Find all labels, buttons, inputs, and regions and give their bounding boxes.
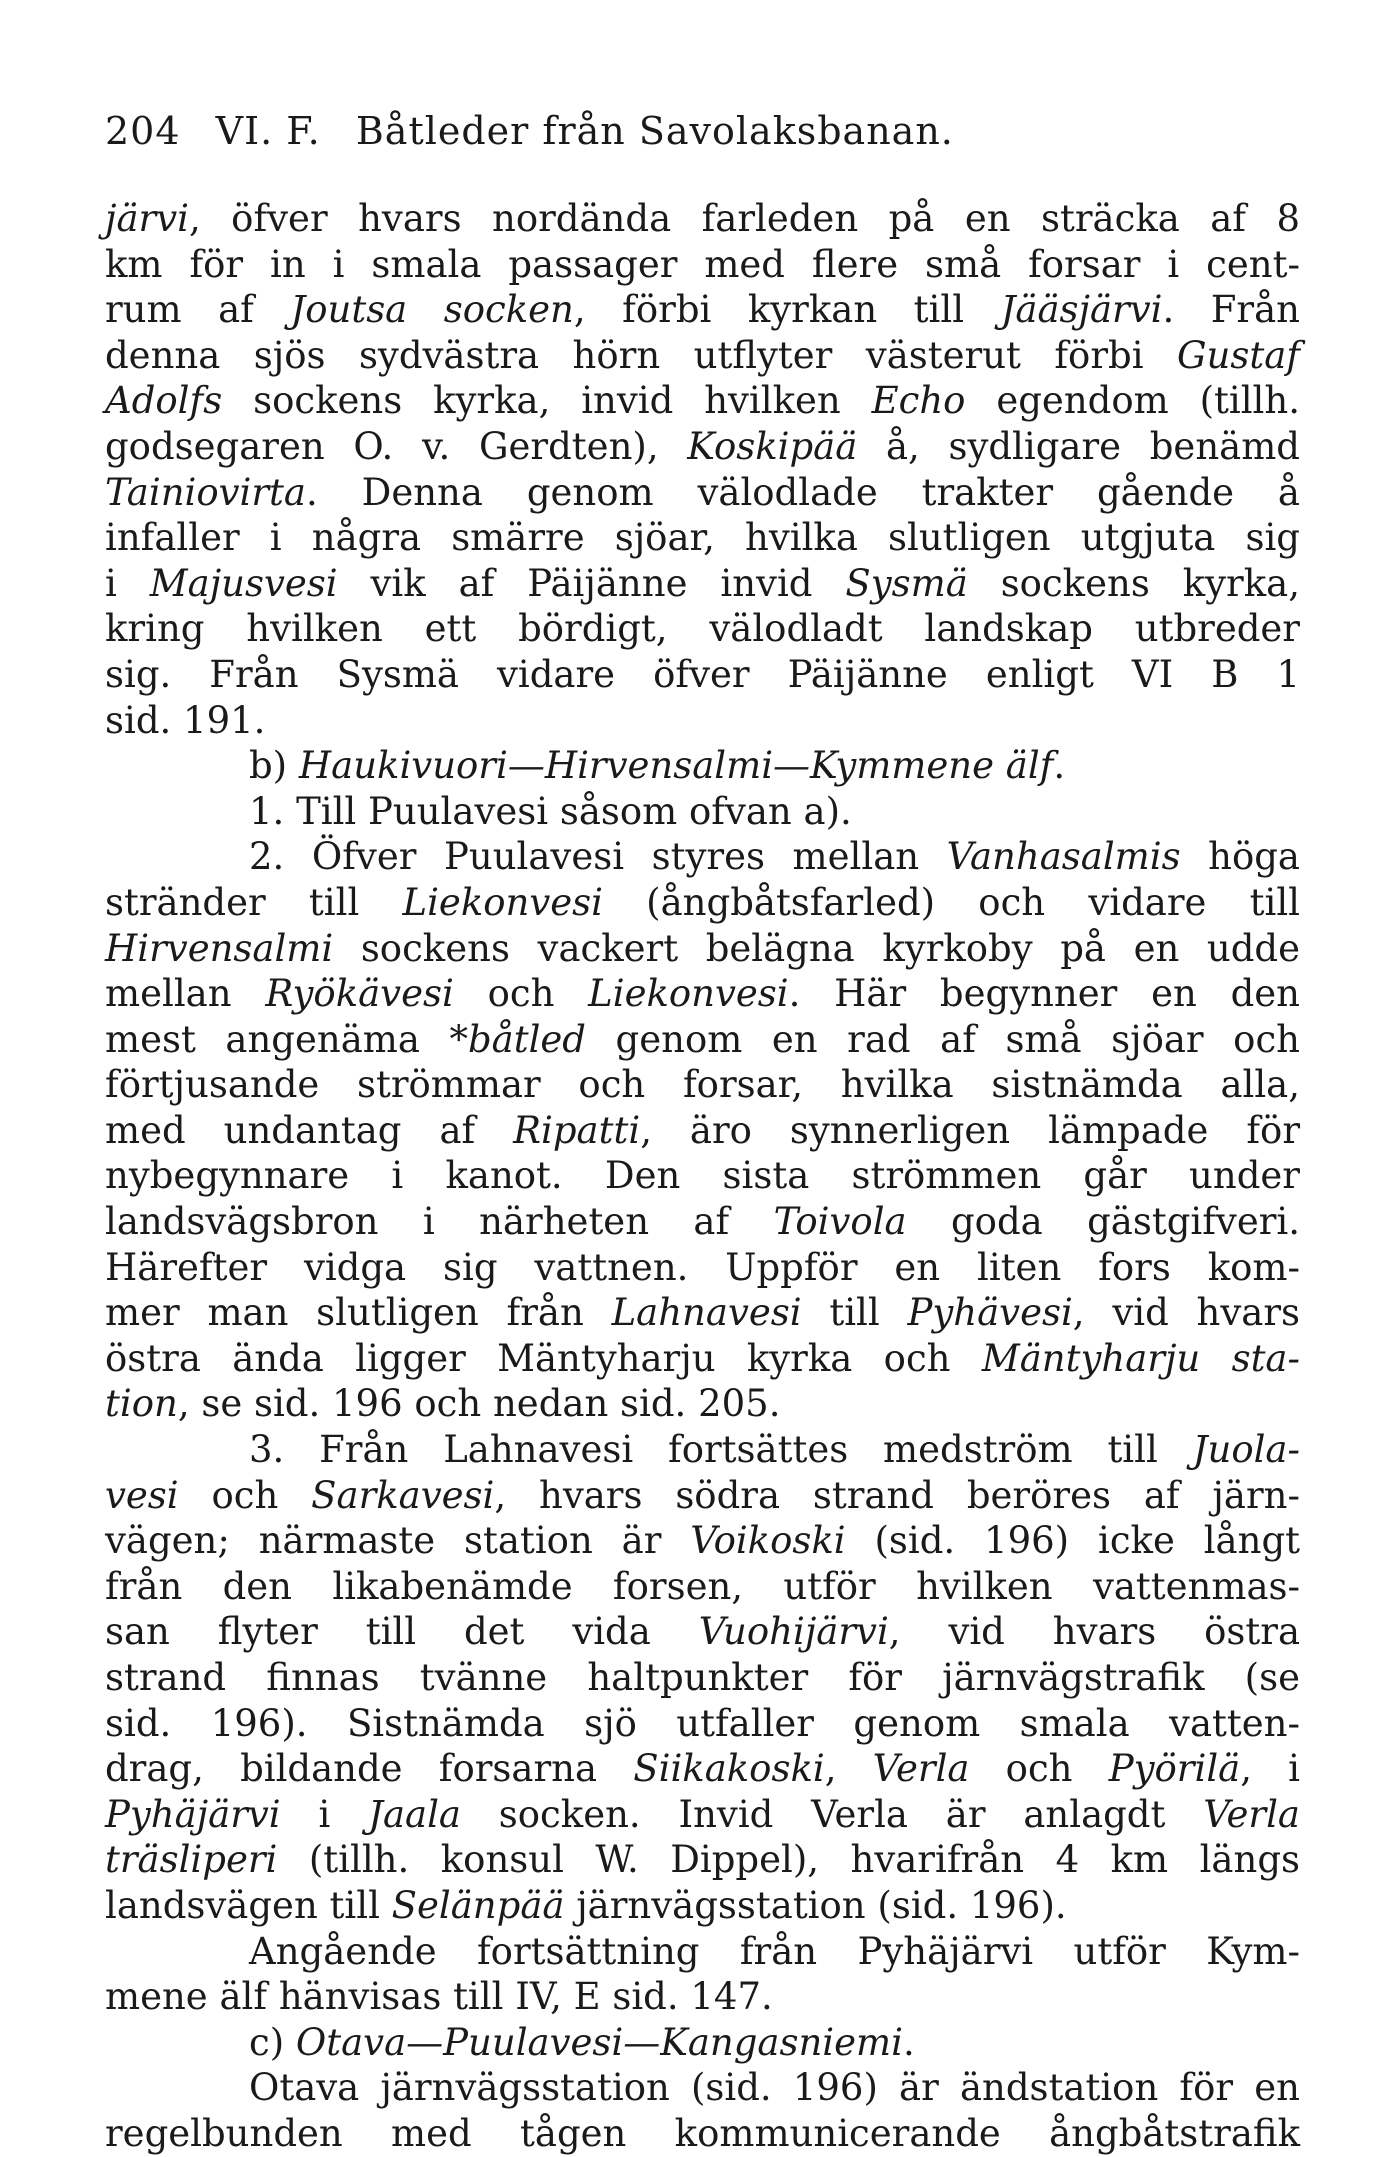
running-title: Båtleder från Savolaksbanan.	[355, 109, 954, 153]
text-line: mer man slutligen från Lahnavesi till Pyhävesi, vid hvars	[105, 1291, 1300, 1335]
text-line: drag, bildande forsarna Siikakoski, Verla och Pyörilä, i	[105, 1747, 1301, 1791]
text-line: Härefter vidga sig vattnen. Uppför en liten fors kom-	[105, 1245, 1300, 1289]
text-line: denna sjös sydvästra hörn utflyter västerut förbi Gustaf	[105, 333, 1300, 377]
text-line: träsliperi (tillh. konsul W. Dippel), hvarifrån 4 km längs	[105, 1838, 1300, 1882]
text-line: sid. 196). Sistnämda sjö utfaller genom smala vatten-	[105, 1701, 1300, 1745]
text-line: sid. 191.	[105, 698, 266, 742]
text-line: rum af Joutsa socken, förbi kyrkan till Jääsjärvi. Från	[105, 288, 1300, 332]
text-line: c) Otava—Puulavesi—Kangasniemi.	[249, 2020, 915, 2064]
text-line: mest angenäma *båtled genom en rad af små sjöar och	[105, 1017, 1300, 1061]
text-line: Otava järnvägsstation (sid. 196) är ändstation för en	[249, 2066, 1300, 2110]
text-line: stränder till Liekonvesi (ångbåtsfarled) och vidare till	[105, 880, 1300, 924]
text-line: östra ända ligger Mäntyharju kyrka och Mäntyharju sta-	[105, 1336, 1300, 1380]
text-line: 3. Från Lahnavesi fortsättes medström till Juola-	[249, 1428, 1300, 1472]
body-text	[105, 196, 1300, 2157]
text-line: mellan Ryökävesi och Liekonvesi. Här begynner en den	[105, 972, 1300, 1016]
text-line: i Majusvesi vik af Päijänne invid Sysmä sockens kyrka,	[105, 561, 1300, 605]
section-label: VI. F.	[215, 109, 321, 153]
text-line: Adolfs sockens kyrka, invid hvilken Echo egendom (tillh.	[105, 379, 1300, 423]
text-line: sig. Från Sysmä vidare öfver Päijänne enligt VI B 1	[105, 652, 1300, 696]
text-line: km för in i smala passager med flere små forsar i cent-	[105, 242, 1300, 286]
text-line: landsvägen till Selänpää järnvägsstation (sid. 196).	[105, 1883, 1067, 1927]
text-line: Pyhäjärvi i Jaala socken. Invid Verla är anlagdt Verla	[105, 1792, 1300, 1836]
text-line: förtjusande strömmar och forsar, hvilka sistnämda alla,	[105, 1063, 1300, 1107]
page	[105, 108, 1300, 2157]
text-line: nybegynnare i kanot. Den sista strömmen går under	[105, 1154, 1300, 1198]
text-line: godsegaren O. v. Gerdten), Koskipää å, sydligare benämd	[105, 424, 1300, 468]
text-line: järvi, öfver hvars nordända farleden på en sträcka af 8	[105, 197, 1300, 240]
text-line: vägen; närmaste station är Voikoski (sid. 196) icke långt	[105, 1519, 1300, 1563]
text-line: landsvägsbron i närheten af Toivola goda gästgifveri.	[105, 1200, 1300, 1244]
text-line: strand finnas tvänne haltpunkter för järnvägstrafik (se	[105, 1656, 1300, 1699]
text-line: Angående fortsättning från Pyhäjärvi utför Kym-	[249, 1929, 1300, 1973]
text-line: kring hvilken ett bördigt, välodladt landskap utbreder	[105, 607, 1300, 651]
running-head	[105, 108, 1300, 154]
page-number: 204	[105, 109, 181, 153]
text-line: san flyter till det vida Vuohijärvi, vid hvars östra	[105, 1610, 1300, 1654]
text-line: från den likabenämde forsen, utför hvilken vattenmas-	[105, 1564, 1300, 1608]
text-line: tion, se sid. 196 och nedan sid. 205.	[105, 1382, 781, 1426]
text-line: mene älf hänvisas till IV, E sid. 147.	[105, 1975, 773, 2019]
text-line: vesi och Sarkavesi, hvars södra strand beröres af järn-	[105, 1473, 1300, 1517]
text-line: Tainiovirta. Denna genom välodlade trakter gående å	[105, 470, 1300, 514]
text-line: 2. Öfver Puulavesi styres mellan Vanhasalmis höga	[249, 835, 1300, 879]
text-line: Hirvensalmi sockens vackert belägna kyrkoby på en udde	[105, 926, 1300, 970]
text-line: b) Haukivuori—Hirvensalmi—Kymmene älf.	[249, 744, 1066, 788]
text-line: regelbunden med tågen kommunicerande ångbåtstrafik	[105, 2111, 1300, 2155]
text-line: med undantag af Ripatti, äro synnerligen lämpade för	[105, 1108, 1300, 1152]
text-line: infaller i några smärre sjöar, hvilka slutligen utgjuta sig	[105, 516, 1300, 560]
text-line: 1. Till Puulavesi såsom ofvan a).	[249, 789, 852, 833]
